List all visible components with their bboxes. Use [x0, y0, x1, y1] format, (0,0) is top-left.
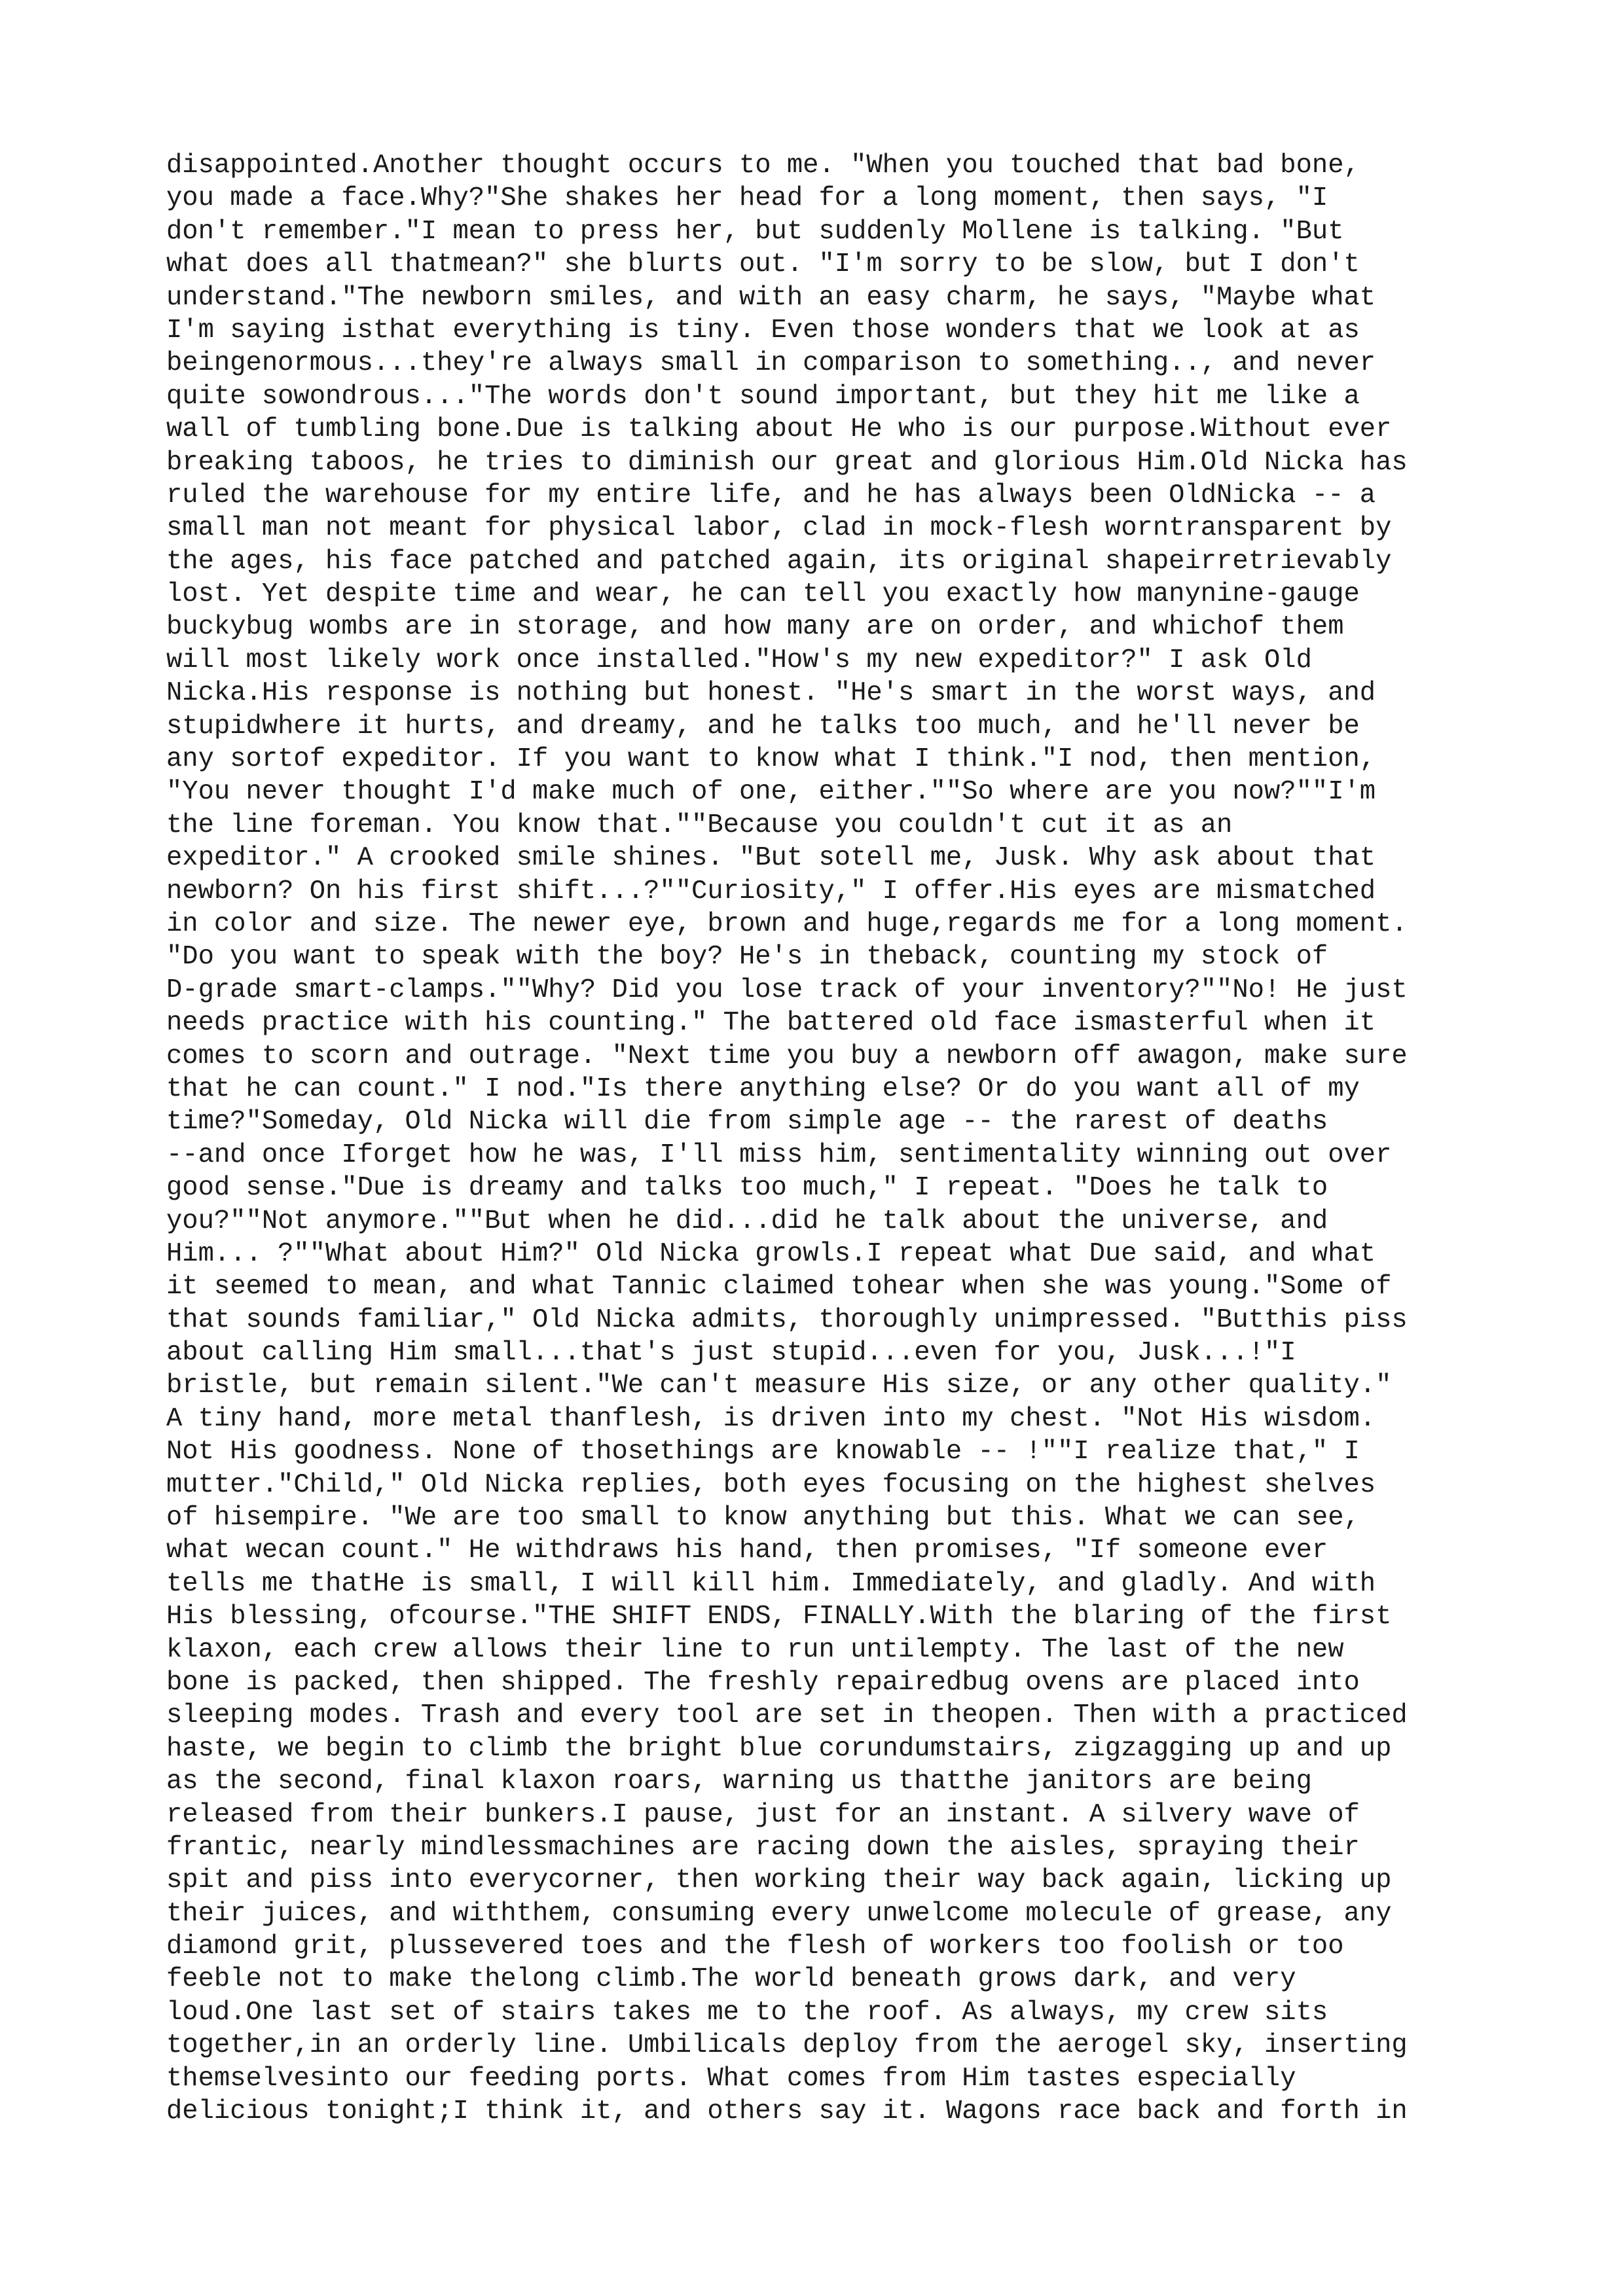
text-line: will most likely work once installed."How's my new expeditor?" I ask Old — [166, 645, 1312, 675]
text-line: themselvesinto our feeding ports. What comes from Him tastes especially — [166, 2063, 1296, 2094]
text-line: frantic, nearly mindlessmachines are racing down the aisles, spraying their — [166, 1832, 1360, 1863]
text-line: Not His goodness. None of thosethings are knowable -- !""I realize that," I — [166, 1437, 1360, 1467]
text-line: "You never thought I'd make much of one, either.""So where are you now?""I'm — [166, 777, 1376, 808]
text-line: small man not meant for physical labor, clad in mock-flesh worntransparent by — [166, 513, 1392, 544]
text-line: mutter."Child," Old Nicka replies, both eyes focusing on the highest shelves — [166, 1469, 1376, 1500]
text-line: buckybug wombs are in storage, and how many are on order, and whichof them — [166, 612, 1344, 643]
text-line: that sounds familiar," Old Nicka admits, thoroughly unimpressed. "Butthis piss — [166, 1304, 1408, 1335]
text-line: bone is packed, then shipped. The freshly repairedbug ovens are placed into — [166, 1667, 1360, 1698]
text-line: of hisempire. "We are too small to know anything but this. What we can see, — [166, 1503, 1360, 1534]
text-line: what wecan count." He withdraws his hand, then promises, "If someone ever — [166, 1535, 1328, 1566]
text-line: A tiny hand, more metal thanflesh, is driven into my chest. "Not His wisdom. — [166, 1403, 1376, 1434]
text-line: comes to scorn and outrage. "Next time you buy a newborn off awagon, make sure — [166, 1041, 1408, 1071]
text-line: feeble not to make thelong climb.The world beneath grows dark, and very — [166, 1964, 1296, 1995]
text-line: newborn? On his first shift...?""Curiosity," I offer.His eyes are mismatched — [166, 876, 1376, 906]
text-line: you made a face.Why?"She shakes her head for a long moment, then says, "I — [166, 183, 1328, 214]
text-line: haste, we begin to climb the bright blue corundumstairs, zigzagging up and up — [166, 1733, 1392, 1764]
text-line: as the second, final klaxon roars, warning us thatthe janitors are being — [166, 1767, 1312, 1797]
body-text — [166, 149, 1541, 2128]
text-line: ruled the warehouse for my entire life, and he has always been OldNicka -- a — [166, 480, 1376, 511]
text-line: loud.One last set of stairs takes me to the roof. As always, my crew sits — [166, 1997, 1328, 2028]
text-line: D-grade smart-clamps.""Why? Did you lose track of your inventory?""No! He just — [166, 975, 1408, 1005]
text-line: good sense."Due is dreamy and talks too much," I repeat. "Does he talk to — [166, 1173, 1328, 1204]
text-line: Him... ?""What about Him?" Old Nicka growls.I repeat what Due said, and what — [166, 1238, 1376, 1269]
text-line: any sortof expeditor. If you want to know what I think."I nod, then mention, — [166, 744, 1376, 775]
text-line: it seemed to mean, and what Tannic claimed tohear when she was young."Some of — [166, 1272, 1392, 1302]
text-line: bristle, but remain silent."We can't measure His size, or any other quality." — [166, 1371, 1392, 1401]
text-line: you?""Not anymore.""But when he did...did he talk about the universe, and — [166, 1206, 1328, 1236]
text-line: diamond grit, plussevered toes and the flesh of workers too foolish or too — [166, 1931, 1344, 1962]
text-line: klaxon, each crew allows their line to run untilempty. The last of the new — [166, 1634, 1344, 1665]
text-line: what does all thatmean?" she blurts out. "I'm sorry to be slow, but I don't — [166, 249, 1360, 280]
text-line: spit and piss into everycorner, then working their way back again, licking up — [166, 1865, 1392, 1896]
text-line: that he can count." I nod."Is there anything else? Or do you want all of my — [166, 1073, 1360, 1104]
text-line: don't remember."I mean to press her, but suddenly Mollene is talking. "But — [166, 216, 1344, 247]
text-line: lost. Yet despite time and wear, he can tell you exactly how manynine-gauge — [166, 579, 1360, 610]
text-line: "Do you want to speak with the boy? He's in theback, counting my stock of — [166, 942, 1328, 973]
text-line: sleeping modes. Trash and every tool are set in theopen. Then with a practiced — [166, 1700, 1408, 1731]
text-line: His blessing, ofcourse."THE SHIFT ENDS, FINALLY.With the blaring of the first — [166, 1602, 1392, 1632]
text-line: I'm saying isthat everything is tiny. Even those wonders that we look at as — [166, 315, 1360, 346]
text-line: together,in an orderly line. Umbilicals deploy from the aerogel sky, inserting — [166, 2030, 1408, 2061]
text-line: their juices, and withthem, consuming every unwelcome molecule of grease, any — [166, 1898, 1392, 1929]
text-line: wall of tumbling bone.Due is talking about He who is our purpose.Without ever — [166, 414, 1392, 445]
text-line: released from their bunkers.I pause, just for an instant. A silvery wave of — [166, 1799, 1360, 1830]
text-line: delicious tonight;I think it, and others say it. Wagons race back and forth in — [166, 2096, 1408, 2127]
text-line: stupidwhere it hurts, and dreamy, and he talks too much, and he'll never be — [166, 711, 1360, 742]
text-line: quite sowondrous..."The words don't sound important, but they hit me like a — [166, 381, 1360, 412]
text-line: about calling Him small...that's just stupid...even for you, Jusk...!"I — [166, 1338, 1296, 1369]
text-line: disappointed.Another thought occurs to me. "When you touched that bad bone, — [166, 151, 1360, 181]
text-line: needs practice with his counting." The battered old face ismasterful when it — [166, 1008, 1376, 1039]
text-line: Nicka.His response is nothing but honest. "He's smart in the worst ways, and — [166, 678, 1376, 709]
text-line: the line foreman. You know that.""Because you couldn't cut it as an — [166, 810, 1233, 840]
text-line: understand."The newborn smiles, and with an easy charm, he says, "Maybe what — [166, 282, 1376, 313]
text-line: tells me thatHe is small, I will kill him. Immediately, and gladly. And with — [166, 1568, 1376, 1599]
text-line: in color and size. The newer eye, brown and huge,regards me for a long moment. — [166, 908, 1408, 939]
text-line: --and once Iforget how he was, I'll miss him, sentimentality winning out over — [166, 1139, 1392, 1170]
text-line: beingenormous...they're always small in comparison to something.., and never — [166, 348, 1376, 379]
text-line: breaking taboos, he tries to diminish our great and glorious Him.Old Nicka has — [166, 447, 1408, 478]
text-line: time?"Someday, Old Nicka will die from simple age -- the rarest of deaths — [166, 1107, 1328, 1138]
text-line: the ages, his face patched and patched again, its original shapeirretrievably — [166, 546, 1392, 577]
text-line: expeditor." A crooked smile shines. "But sotell me, Jusk. Why ask about that — [166, 843, 1376, 874]
